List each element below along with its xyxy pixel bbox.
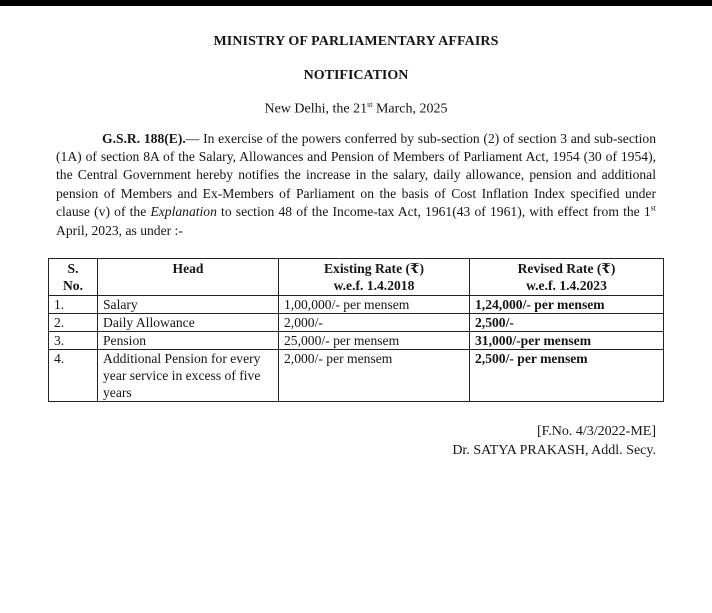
cell-existing: 25,000/- per mensem (279, 332, 470, 350)
paragraph-text-1: — In exercise of the powers conferred by sub-section (2) of section 3 and sub-section (1A) of section 8A of the Salary, Allowances and Pension of Members of Parliament Act, 1954 (30 of 1954), the Central Government hereby notifies the increase in the salary, daily allowance, pension and additional pension of Members and Ex-Members of Parliament on the basis of Cost Inflation Index specified under clause (v) of the (56, 130, 656, 220)
header-existing (279, 259, 470, 296)
table-row (49, 296, 664, 314)
table-row (49, 314, 664, 332)
dateline-sup: st (367, 100, 373, 109)
header-sno (49, 259, 98, 296)
explanation-italic: Explanation (150, 204, 217, 220)
cell-revised: 2,500/- per mensem (470, 350, 664, 402)
cell-sno: 1. (49, 296, 98, 314)
cell-revised: 31,000/-per mensem (470, 332, 664, 350)
gsr-number: G.S.R. 188(E). (102, 130, 186, 146)
cell-sno: 3. (49, 332, 98, 350)
cell-head: Additional Pension for every year service in excess of five years (98, 350, 279, 402)
header-revised-line2: w.e.f. 1.4.2023 (526, 278, 607, 293)
cell-head: Pension (98, 332, 279, 350)
document-body (56, 30, 656, 240)
notification-paragraph (56, 130, 656, 240)
dateline-post: March, 2025 (372, 101, 448, 117)
file-number: [F.No. 4/3/2022-ME] (536, 424, 656, 439)
paragraph-text-2: to section 48 of the Income-tax Act, 1961(43 of 1961), with effect from the 1 (216, 204, 651, 220)
signatory-name: Dr. SATYA PRAKASH, Addl. Secy. (452, 443, 656, 458)
header-existing-line2: w.e.f. 1.4.2018 (333, 278, 415, 293)
ministry-heading: MINISTRY OF PARLIAMENTARY AFFAIRS (213, 34, 499, 49)
header-head: Head (98, 259, 279, 296)
header-revised (470, 259, 664, 296)
table-row (49, 350, 664, 402)
rates-table (48, 258, 664, 402)
header-existing-line1: Existing Rate (₹) (323, 261, 425, 276)
notification-title: NOTIFICATION (303, 68, 409, 83)
cell-revised: 1,24,000/- per mensem (470, 296, 664, 314)
cell-sno: 4. (49, 350, 98, 402)
header-sno-line1: S. (67, 261, 79, 276)
dateline (56, 100, 656, 118)
signature-block (452, 422, 656, 460)
header-revised-line1: Revised Rate (₹) (517, 261, 616, 276)
cell-existing: 1,00,000/- per mensem (279, 296, 470, 314)
dateline-pre: New Delhi, the 21 (264, 101, 368, 117)
paragraph-text-3: April, 2023, as under :- (56, 222, 183, 238)
table-row (49, 332, 664, 350)
paragraph-sup: st (650, 203, 656, 213)
table-header-row (49, 259, 664, 296)
cell-head: Salary (98, 296, 279, 314)
top-border-bar (0, 0, 712, 6)
cell-head: Daily Allowance (98, 314, 279, 332)
cell-existing: 2,000/- per mensem (279, 350, 470, 402)
header-sno-line2: No. (62, 278, 83, 293)
cell-existing: 2,000/- (279, 314, 470, 332)
cell-revised: 2,500/- (470, 314, 664, 332)
cell-sno: 2. (49, 314, 98, 332)
